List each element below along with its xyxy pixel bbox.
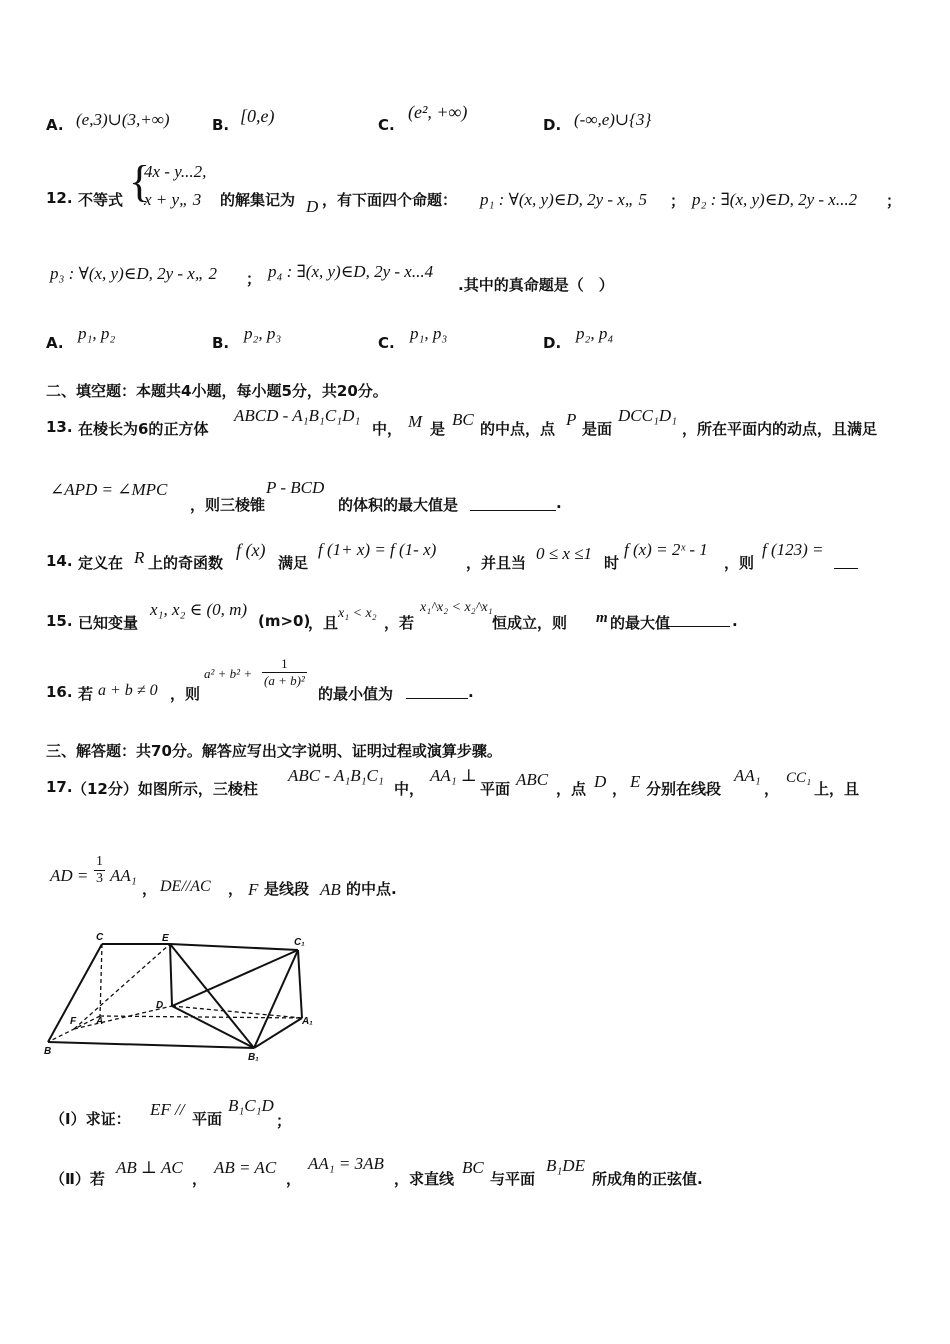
q12-sep-1: ； (670, 192, 686, 210)
edge-e-c1 (170, 944, 298, 950)
q15-text-1: 已知变量 (78, 614, 139, 632)
q17-parallel: DE//AC (160, 878, 211, 895)
q17-d: D (594, 772, 607, 791)
label-c: C (96, 932, 104, 943)
q17-text-1: （12分）如图所示，三棱柱 (72, 780, 258, 798)
q15-number: 15. (46, 612, 73, 630)
q12-option-a-label: A. (46, 334, 64, 352)
q14-text-1: 定义在 (78, 554, 124, 572)
q17-segment-aa1: AA₁ (734, 766, 761, 785)
q13-text-6: ，所在平面内的动点，且满足 (682, 420, 878, 438)
q17-part-2-text-2: 与平面 (490, 1170, 536, 1188)
q15-text-3: ，且 (308, 614, 339, 632)
q12-system-line-1: 4x - y...2, (144, 162, 207, 181)
label-b: B (44, 1046, 52, 1057)
q16-condition: a + b ≠ 0 (98, 682, 158, 699)
q15-inequality-1: x₁ < x₂ (338, 606, 377, 621)
q12-option-b-label: B. (212, 334, 230, 352)
q16-fraction-denominator: (a + b)² (264, 673, 305, 688)
q13-text-5: 是面 (582, 420, 613, 438)
q17-text-12: 的中点. (346, 880, 397, 898)
q13-cube: ABCD - A₁B₁C₁D₁ (234, 406, 361, 425)
q14-text-5: 时 (604, 554, 620, 572)
q15-text-4: ，若 (384, 614, 415, 632)
q13-text-1: 在棱长为6的正方体 (78, 420, 209, 438)
q12-p2: p₂ : ∃(x, y)∈D, 2y - x...2 (692, 190, 858, 209)
q12-option-b: p₂, p₃ (244, 324, 282, 343)
q17-part-2-sep-1: ， (192, 1170, 208, 1188)
q12-option-a: p₁, p₂ (78, 324, 116, 343)
q16-fraction (262, 656, 307, 689)
label-d: D (156, 1000, 164, 1011)
prism-figure (40, 930, 330, 1066)
q17-part-2-sep-2: ， (286, 1170, 302, 1188)
q17-part-1-text: 平面 (192, 1110, 223, 1128)
q13-text-4: 的中点，点 (480, 420, 556, 438)
q17-prism: ABC - A₁B₁C₁ (288, 766, 384, 785)
q13-text-8: 的体积的最大值是 (338, 496, 459, 514)
edge-d-b1 (172, 1006, 254, 1048)
q17-ad-fraction (94, 854, 105, 887)
q17-text-8: 上，且 (814, 780, 860, 798)
q15-text-5: 恒成立，则 (492, 614, 568, 632)
q13-m: M (408, 412, 423, 431)
q14-equation-1: f (1+ x) = f (1- x) (318, 540, 437, 559)
q17-part-2-label: （Ⅱ）若 (50, 1170, 105, 1188)
q17-part-2-text: ，求直线 (394, 1170, 455, 1188)
q12-set-d: D (306, 197, 319, 216)
q13-answer-blank (470, 496, 556, 511)
q14-number: 14. (46, 552, 73, 570)
q12-text-2: 的解集记为 (220, 191, 296, 209)
q13-p: P (566, 410, 577, 429)
q15-text-6: 的最大值 (610, 614, 671, 632)
q17-part-1-expr: EF // (150, 1100, 185, 1119)
q11-option-d-label: D. (543, 116, 562, 134)
q17-aa1-perp: AA₁ ⊥ (430, 766, 477, 785)
q17-part-2-cond-2: AB = AC (214, 1158, 277, 1177)
q11-option-a: (e,3)∪(3,+∞) (76, 110, 170, 129)
q11-option-d: (-∞,e)∪{3} (574, 110, 652, 129)
label-a: A (96, 1016, 104, 1027)
q17-text-4: ，点 (556, 780, 587, 798)
q16-expression: a² + b² + (204, 666, 253, 681)
q14-fx: f (x) (236, 540, 266, 560)
q17-text-9: ， (142, 880, 158, 898)
q17-part-2-bc: BC (462, 1158, 484, 1177)
q12-system-line-2: x + y„ 3 (144, 190, 202, 209)
q17-part-2-cond-3: AA₁ = 3AB (308, 1154, 384, 1173)
q13-pyramid: P - BCD (266, 478, 325, 497)
q12-text-3: ，有下面四个命题： (322, 191, 458, 209)
q13-period: . (556, 494, 562, 512)
label-b1: B₁ (248, 1052, 259, 1063)
q11-option-b-label: B. (212, 116, 230, 134)
q13-condition: ∠APD = ∠MPC (50, 480, 168, 499)
q11-option-a-label: A. (46, 116, 64, 134)
q17-ad-rhs: AA₁ (110, 866, 137, 885)
q12-text-1: 不等式 (78, 191, 124, 209)
q17-segment-cc1: CC₁ (786, 770, 812, 786)
q12-system-brace: { (129, 157, 151, 206)
q16-number: 16. (46, 683, 73, 701)
q17-text-5: ， (612, 780, 628, 798)
q13-face: DCC₁D₁ (618, 406, 678, 425)
q15-m: m (596, 610, 608, 626)
q12-p1: p₁ : ∀(x, y)∈D, 2y - x„ 5 (480, 190, 648, 209)
edge-b-b1 (48, 1042, 254, 1048)
q14-text-2: 上的奇函数 (148, 554, 224, 572)
q16-text-1: 若 (78, 685, 94, 703)
q14-answer-blank (834, 554, 858, 569)
q12-sep-3: ； (246, 270, 262, 288)
q13-number: 13. (46, 418, 73, 436)
q13-bc: BC (452, 410, 474, 429)
q12-number: 12. (46, 189, 73, 207)
q16-fraction-numerator: 1 (262, 656, 307, 673)
q14-equation-2: f (x) = 2ˣ - 1 (624, 540, 708, 559)
q17-text-11: 是线段 (264, 880, 310, 898)
edge-e-d (170, 944, 172, 1006)
q17-part-2-cond-1: AB ⊥ AC (116, 1158, 183, 1177)
q15-inequality-2: x₁^x₂ < x₂^x₁ (420, 600, 493, 615)
q17-part-2-plane: B₁DE (546, 1156, 585, 1175)
q15-variables: x₁, x₂ ∈ (0, m) (150, 600, 248, 619)
edge-e-b1 (170, 944, 254, 1048)
q17-f: F (248, 880, 259, 899)
q12-option-d-label: D. (543, 334, 562, 352)
q17-e: E (630, 772, 641, 791)
q17-text-10: ， (228, 880, 244, 898)
q15-answer-blank (664, 612, 730, 627)
q17-part-2-end: 所成角的正弦值. (592, 1170, 703, 1188)
q17-text-3: 平面 (480, 780, 511, 798)
q17-part-1-plane: B₁C₁D (228, 1096, 274, 1115)
q17-text-6: 分别在线段 (646, 780, 722, 798)
q14-equation-3: f (123) = (762, 540, 824, 559)
q12-option-c-label: C. (378, 334, 395, 352)
edge-c1-a1 (298, 950, 302, 1018)
q15-period: . (732, 612, 738, 630)
q17-text-2: 中， (394, 780, 425, 798)
q11-option-b: [0,e) (240, 106, 275, 126)
q15-text-2: (m>0) (258, 612, 311, 630)
q12-p4: p₄ : ∃(x, y)∈D, 2y - x...4 (268, 262, 434, 281)
q16-text-3: 的最小值为 (318, 685, 394, 703)
q17-ad-lhs: AD = (50, 866, 89, 885)
q12-option-d: p₂, p₄ (576, 324, 614, 343)
label-f: F (70, 1016, 77, 1027)
q11-option-c: (e², +∞) (408, 102, 468, 122)
q16-answer-blank (406, 684, 468, 699)
q17-number: 17. (46, 778, 73, 796)
q12-tail: .其中的真命题是（ ） (458, 276, 614, 294)
q14-r: R (134, 548, 145, 567)
q17-text-7: ， (764, 780, 780, 798)
label-c1: C₁ (294, 937, 305, 948)
label-a1: A₁ (302, 1016, 313, 1027)
q12-sep-2: ； (886, 192, 902, 210)
q17-ab: AB (320, 880, 341, 899)
q14-text-6: ，则 (724, 554, 755, 572)
label-e: E (162, 933, 169, 944)
q17-part-1-end: ； (276, 1112, 292, 1130)
q17-part-1-label: （Ⅰ）求证： (50, 1110, 131, 1128)
q14-text-4: ，并且当 (466, 554, 527, 572)
q12-option-c: p₁, p₃ (410, 324, 448, 343)
q17-abc: ABC (516, 770, 549, 789)
q11-option-c-label: C. (378, 116, 395, 134)
q14-text-3: 满足 (278, 554, 309, 572)
q13-text-7: ，则三棱锥 (190, 496, 266, 514)
q16-text-2: ，则 (170, 685, 201, 703)
edge-d-c1 (172, 950, 298, 1006)
q17-ad-fraction-numerator: 1 (96, 854, 103, 869)
q12-p3: p₃ : ∀(x, y)∈D, 2y - x„ 2 (50, 264, 218, 283)
q16-period: . (468, 683, 474, 701)
q13-text-2: 中， (372, 420, 403, 438)
q14-range: 0 ≤ x ≤1 (536, 544, 592, 563)
section-2-heading: 二、填空题：本题共4小题，每小题5分，共20分。 (46, 382, 388, 400)
q13-text-3: 是 (430, 420, 446, 438)
section-3-heading: 三、解答题：共70分。解答应写出文字说明、证明过程或演算步骤。 (46, 742, 502, 760)
q17-ad-fraction-denominator: 3 (96, 871, 103, 886)
